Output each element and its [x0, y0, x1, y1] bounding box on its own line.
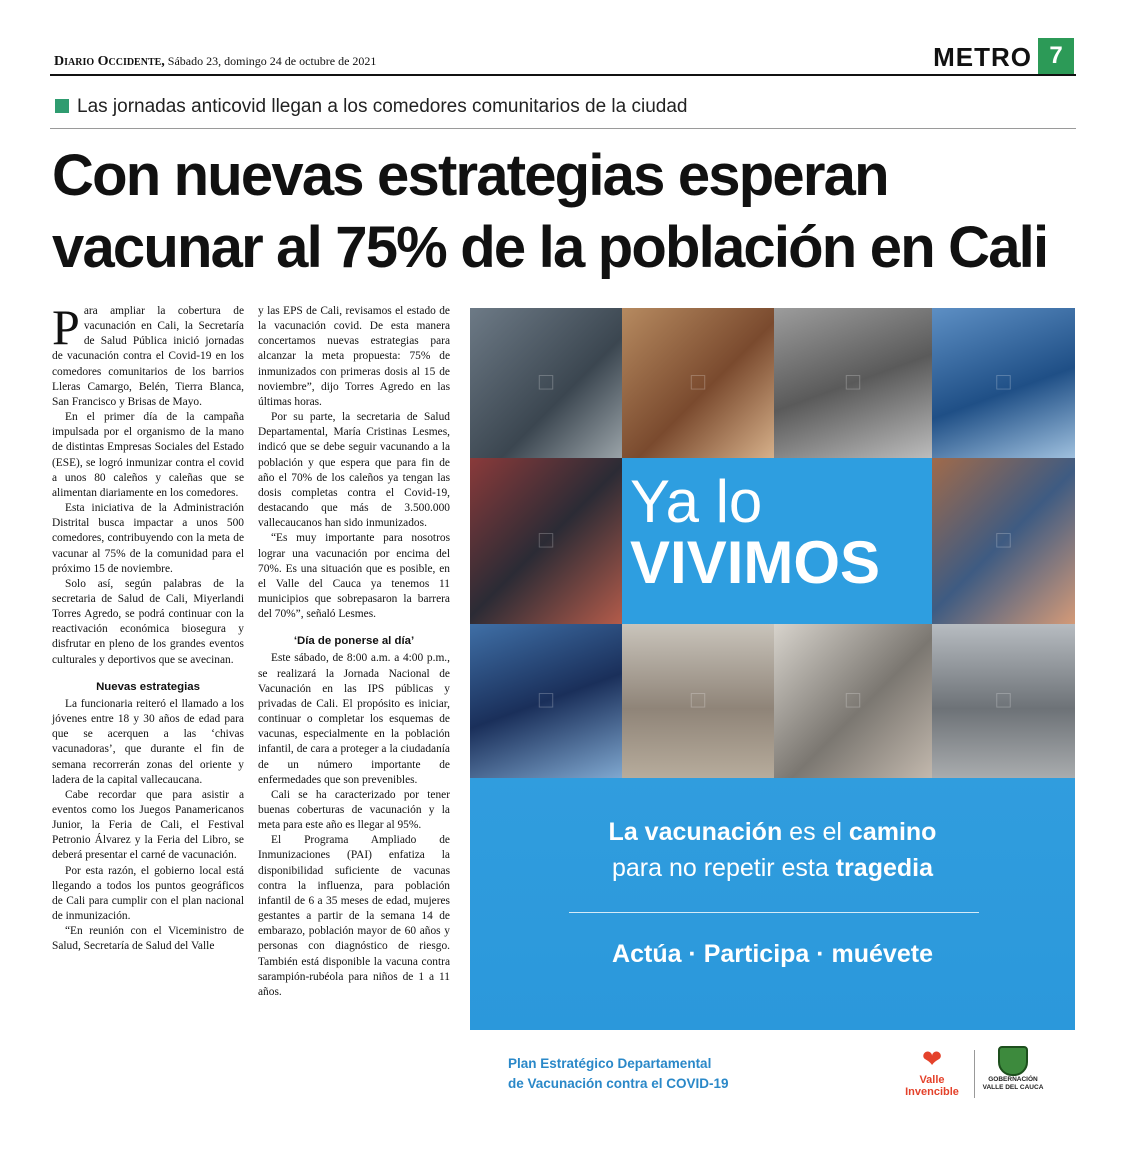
- call-to-action: Actúa · Participa · muévete: [612, 940, 933, 968]
- paragraph: Para ampliar la cobertura de vacunación en Cali, la Secretaría de Salud Pública inició jornadas de vacunación contra el Covid-19 en los comedores comunitarios de los barrios Lleras Camargo, Belén, Tierra Blanca, San Francisco y Brisas de Mayo.: [52, 299, 244, 408]
- hero-panel: [622, 458, 932, 624]
- vaccination-ad: [470, 308, 1075, 1030]
- photo-icon: □: [996, 527, 1011, 554]
- photo-empty-street: [932, 624, 1075, 778]
- section-name: METRO: [933, 42, 1032, 72]
- logo-divider: [974, 1050, 975, 1098]
- article-column-1: [52, 299, 244, 955]
- photo-woman-child-masks: [932, 458, 1075, 624]
- photo-icon: □: [996, 369, 1011, 396]
- photo-girl-studying: [622, 308, 774, 458]
- photo-closed-shops: [774, 308, 932, 458]
- photo-icon: □: [690, 687, 706, 714]
- newspaper-name: Diario Occidente,: [54, 54, 165, 69]
- paragraph: La funcionaria reiteró el llamado a los jóvenes entre 18 y 30 años de edad para que se acerquen a las ‘chivas vacunadoras’, que durante el fin de semana recorrerán zonas del oriente y ladera de la capital vallecaucana.: [52, 697, 244, 786]
- photo-crowd-masks: [470, 458, 622, 624]
- subheading: ‘Día de ponerse al día’: [293, 635, 415, 648]
- headline-line-1: Con nuevas estrategias esperan: [52, 143, 888, 208]
- photo-woman-mask-window: [470, 308, 622, 458]
- masthead: [50, 42, 1076, 76]
- plan-line-2: de Vacunación contra el COVID-19: [508, 1076, 729, 1091]
- photo-icon: □: [996, 687, 1011, 714]
- paragraph: Cali se ha caracterizado por tener buenas coberturas de vacunación y la meta para este año es llegar al 95%.: [258, 788, 450, 832]
- paragraph: El Programa Ampliado de Inmunizaciones (PAI) enfatiza la disponibilidad suficiente de vacunas contra la influenza, para población infantil de 6 a 35 meses de edad, mujeres gestantes a partir de la semana 14 de embarazo, población mayor de 60 años y personas con diagnóstico de riesgo. También está disponible la vacuna contra sarampión-rubéola para niños de 1 a 11 años.: [258, 834, 450, 998]
- plan-title: [508, 1054, 729, 1094]
- photo-icon: □: [845, 369, 861, 396]
- paragraph: Este sábado, de 8:00 a.m. a 4:00 p.m., se realizará la Jornada Nacional de Vacunación en las IPS públicas y privadas de Cali. El propósito es iniciar, continuar o completar los esquemas de vacunas, especialmente en la población infantil, de cara a proteger a la ciudadanía de un número importante de enfermedades que son prevenibles.: [258, 652, 450, 786]
- photo-medical-workers: [470, 624, 622, 778]
- ad-message: La vacunación es el camino para no repetir esta tragedia: [608, 818, 937, 882]
- hero-line-1: Ya lo: [630, 468, 763, 535]
- hero-line-2: VIVIMOS: [630, 529, 881, 596]
- ad-divider: [569, 912, 979, 913]
- plan-line-1: Plan Estratégico Departamental: [508, 1056, 712, 1071]
- paragraph: “En reunión con el Viceministro de Salud, Secretaría de Salud del Valle: [52, 925, 244, 953]
- valle-invencible-logo: ❤ Valle Invencible: [895, 1046, 969, 1102]
- masthead-dateline: [54, 54, 376, 70]
- drop-cap: P: [52, 299, 80, 355]
- photo-icon: □: [538, 527, 554, 554]
- subheading: Nuevas estrategias: [96, 680, 200, 693]
- kicker: [55, 96, 687, 118]
- kicker-text: Las jornadas anticovid llegan a los comedores comunitarios de la ciudad: [77, 96, 688, 117]
- page-number: 7: [1038, 38, 1074, 74]
- green-square-icon: [55, 99, 69, 113]
- paragraph: Cabe recordar que para asistir a eventos como los Juegos Panamericanos Junior, la Feria de Cali, el Festival Petronio Álvarez y la Feria del Libro, se deberá presentar el carné de vacunación.: [52, 788, 244, 862]
- photo-icon: □: [845, 687, 861, 714]
- photo-icon: □: [538, 687, 554, 714]
- paragraph: Esta iniciativa de la Administración Distrital busca impactar a unos 500 comedores, contribuyendo con la meta de vacunar al 75% de la comunidad para el próximo 15 de noviembre.: [52, 502, 244, 575]
- photo-collage: [470, 308, 1075, 778]
- headline: [52, 140, 1082, 284]
- shield-icon: [998, 1046, 1028, 1076]
- paragraph: En el primer día de la campaña impulsada por el organismo de la mano de distintas Empresas Sociales del Estado (ESE), se logró inmunizar contra el covid a unos 80 caleños y caleñas que se alimentan diariamente en los comedores.: [52, 411, 244, 499]
- paragraph: Por esta razón, el gobierno local está llegando a todos los puntos geográficos de Cali para cumplir con el plan nacional de inmunización.: [52, 864, 244, 923]
- photo-icon: □: [690, 369, 706, 396]
- photo-icon: □: [538, 369, 554, 396]
- article-column-2: [258, 304, 450, 1000]
- photo-man-mask-window: [774, 624, 932, 778]
- paragraph: y las EPS de Cali, revisamos el estado de la vacunación covid. De esta manera concertamos nuevas estrategias para alcanzar la meta propuesta: 75% de inmunizados con primeras dosis al 15 de noviembre”, dijo Torres Agredo en las últimas horas.: [258, 305, 450, 408]
- heart-icon: ❤: [921, 1047, 943, 1073]
- divider: [50, 128, 1076, 129]
- photo-hillside-street: [622, 624, 774, 778]
- paragraph: “Es muy importante para nosotros lograr una vacunación por encima del 70%. Es una situación que es posible, en el Valle del Cauca ya tenemos 11 municipios que sobrepasaron la barrera del 70%”, señaló Lesmes.: [258, 532, 450, 621]
- photo-person-blue-street: [932, 308, 1075, 458]
- paragraph: Solo así, según palabras de la secretaria de Salud de Cali, Miyerlandi Torres Agredo, se podrá continuar con la reactivación económica biosegura y disfrutar en pleno de los grandes eventos culturales y deportivos que se avecinan.: [52, 577, 244, 666]
- gobernacion-logo: GOBERNACIÓN VALLE DEL CAUCA: [982, 1046, 1044, 1102]
- issue-date: Sábado 23, domingo 24 de octubre de 2021: [164, 54, 377, 68]
- paragraph: Por su parte, la secretaria de Salud Departamental, María Cristinas Lesmes, indicó que se debe seguir vacunando a la población y que espera que para fin de año el 70% de los caleños ya tengan las dosis completas contra el Covid-19, destacando que más de 3.500.000 vallecaucanos han sido inmunizados.: [258, 411, 450, 530]
- headline-line-2: vacunar al 75% de la población en Cali: [52, 215, 1048, 280]
